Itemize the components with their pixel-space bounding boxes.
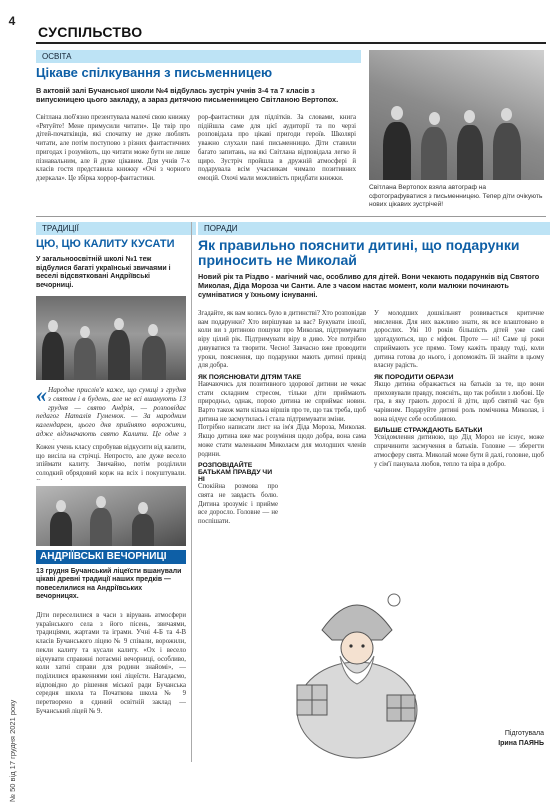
issue-meta: № 50 від 17 грудня 2021 року — [8, 699, 17, 802]
divider — [36, 216, 546, 217]
vechornytsi-body: Діти переселилися в часи з вірувань атмосфери українського села з його пісень, звичаями, традиціями, жартами та іграми. Учні 4-Б та 4-В класів Бучанського ліцею № 9 співали, ворожили, пекли калиту та кусали калиту. «Ох і весело відчувати справжні потаємні вечорниці, особливо, коли хатні справи для родини знайомі», — поділилися враженнями юні ліцеїсти. Нагадаємо, відповідно до рішення міської ради Бучанська середня школа та Початкова школа № 9 перетворено в єдиний освітній заклад — Бучанський ліцей № 9. — [36, 612, 186, 715]
advice-subhead-3: ЯК ПОРОДИТИ ОБРАЗИ — [374, 373, 454, 381]
top-article-col2: рор-фантастики для підлітків. За словами, книга підійшла саме для цієї аудиторії та по черзі розповідала про цікаві пригоди героїв. Школярі уважно слухали пані письменницю. Діти ставили багато запитань, на які Світлана відповідала легко й щиро. Зустріч пройшла в дружній атмосфері й подарувала всім учасникам чимало позитивних емоцій. Охочі мали можливість придбати книжки. — [198, 114, 356, 182]
quote-mark-icon: « — [36, 386, 47, 407]
traditions-title: ЦЮ, ЦЮ КАЛИТУ КУСАТИ — [36, 238, 175, 250]
traditions-quote-text: Народне прислів'я каже, що суниці з грудня з святом і в будень, але не всі вшанують 13 грудня — свято Андрія, — розповідає педагог Наталія Гуменюк. — За народним календарем, цього дня прийнято ворожити, адже відзначають свято Калити. Це одне з — [36, 386, 186, 438]
top-article-lead: В актовій залі Бучанської школи №4 відбулась зустріч учнів 3-4 та 7 класів з випускницею цього закладу, а зараз дитячою письменницею Світланою Вертопох. — [36, 86, 339, 104]
kicker-education: ОСВІТА — [36, 50, 361, 63]
advice-col1d-text: Спокійна розмова про свята не завдасть болю. Дитина зрозуміє і прийме все доросло. Головне — не поспішати. — [198, 483, 278, 526]
traditions-photo-2 — [36, 486, 186, 546]
writer-photo-caption: Світлана Вертопох взяла автограф на сфотографуватися з письменницею. Тепер діти очікують нових цікавих зустрічей! — [369, 184, 543, 208]
santa-illustration-icon — [282, 560, 432, 760]
advice-col2c-text: Усвідомлення дитиною, що Дід Мороз не існує, може спричинити засмучення в батьків. Головне — зберегти атмосферу свята. Миколай може бути й далі, головне, щоб у сім'ї панувала любов, тепло та віра в добро. — [374, 434, 544, 468]
advice-subhead-2: РОЗПОВІДАЙТЕ БАТЬКАМ ПРАВДУ ЧИ НІ — [198, 462, 273, 484]
advice-col1c-text: Потрібно написати лист на ім'я Діда Мороза, Миколая. Якщо дитина вже має розуміння щодо добра, вона сама може стати маленьким Миколаєм для молодших членів родини. — [198, 424, 366, 458]
section-title: СУСПІЛЬСТВО — [38, 24, 143, 40]
writer-photo — [369, 50, 544, 180]
column-divider — [191, 222, 192, 762]
kicker-traditions: ТРАДИЦІЇ — [36, 222, 196, 235]
vechornytsi-lead: 13 грудня Бучанський ліцеїсти вшанували цікаві древні традиції наших предків — повеселилися на Андріївських вечорницях. — [36, 568, 182, 601]
advice-subhead-1: ЯК ПОЯСНЮВАТИ ДІТЯМ ТАКЕ — [198, 373, 302, 381]
kicker-advice: ПОРАДИ — [198, 222, 550, 235]
top-article-title: Цікаве спілкування з письменницею — [36, 65, 273, 80]
advice-col2-bottom — [440, 612, 544, 762]
page-number: 4 — [8, 14, 16, 28]
signature-label: Підготувала — [504, 730, 544, 737]
traditions-body: Кожен учень класу спробував відкусити від калити, що висіла на стрічці. Непросто, але дуже весело зпіймати калиту. Звичайно, потім розділили солодкий обрядовий корж на всіх і покуштували. — [36, 444, 186, 478]
advice-lead: Новий рік та Різдво - магічний час, особливо для дітей. Вони чекають подарунків від Святого Миколая, Діда Мороза чи Санти. Але з часом настає момент, коли малюки починають сумніватися у їхньому існуванні. — [198, 272, 540, 299]
signature-name: Ірина ПАЯНЬ — [498, 740, 544, 747]
traditions-lead: У загальноосвітній школі №1 теж відбулися багаті українські звичаями і веселі відсвятковані Андріївські вечорниці. — [36, 256, 171, 289]
vechornytsi-title: АНДРІЇВСЬКІ ВЕЧОРНИЦІ — [40, 551, 167, 562]
top-article — [36, 50, 361, 210]
top-article-col1: Світлана люб'язно презентувала малечі свою книжку «Рятуйте! Мене примусили читати». Це твір про дітей-початківців, які спочатку не дуже люблять читати, але потім поступово з різних фантастичних пригодах і розуміють, що читати може бути не лише пізнавальним, але й дуже цікавим. Для учнів 7-х класів гостя представила книжку «Очі з чорного дзеркала». Це збірка хоррор-фантастики. — [36, 114, 190, 182]
traditions-quote — [36, 386, 186, 440]
advice-col1-text: Згадайте, як вам колись було в дитинстві? Хто розповідав вам подарунки? Хто вирішував за вас? Букувати ілюзії, коли ви з дитиною пошуки про Миколая, підтримувати віру цілий рік. Підтримувати віру в диво. Усе потрібно дивуватися та творити. Чесно! Завчасно вже проводити уроки, пояснення, що подарунки мають дитині привід для добра. — [198, 310, 366, 370]
page-header — [36, 24, 546, 44]
advice-title: Як правильно пояснити дитині, що подарунки приносить не Миколай — [198, 237, 520, 269]
advice-subhead-4: БІЛЬШЕ СТРАЖДАЮТЬ БАТЬКИ — [374, 427, 483, 435]
advice-col2b-text: Якщо дитина ображається на батьків за те, що вони приховували правду, поясніть, що так робили з любові. Це гра, в яку грають дорослі й діти, щоб святий час був чарівним. Подаруйте дитині роль помічника Миколая, і вона відчує себе особливою. — [374, 380, 544, 423]
traditions-photo — [36, 296, 186, 380]
advice-col1b-text: Навчаючись для позитивного здорової дитини не чекає стати складним стресом, тільки діти приймають природньо, однак, порою дитина не сприймає новин. Варто також мати кілька віршів про те, що так треба, щоб дитина не засмутилась і стала підтримувати зміни. — [198, 380, 366, 423]
vechornytsi-banner — [36, 550, 186, 564]
advice-col2-text: У молодших дошкільнят розвивається критичне мислення. Для них важливо знати, як все влаштовано в дорослих. Уві 10 років більшість дітей уже самі здогадуються, що є міфом. Проте — ні! Саме ці роки сприймають усе прямо. Тому кажіть правду тоді, коли дитина готова до нього, і допоможіть їй знайти в цьому власну радість. — [374, 310, 544, 370]
